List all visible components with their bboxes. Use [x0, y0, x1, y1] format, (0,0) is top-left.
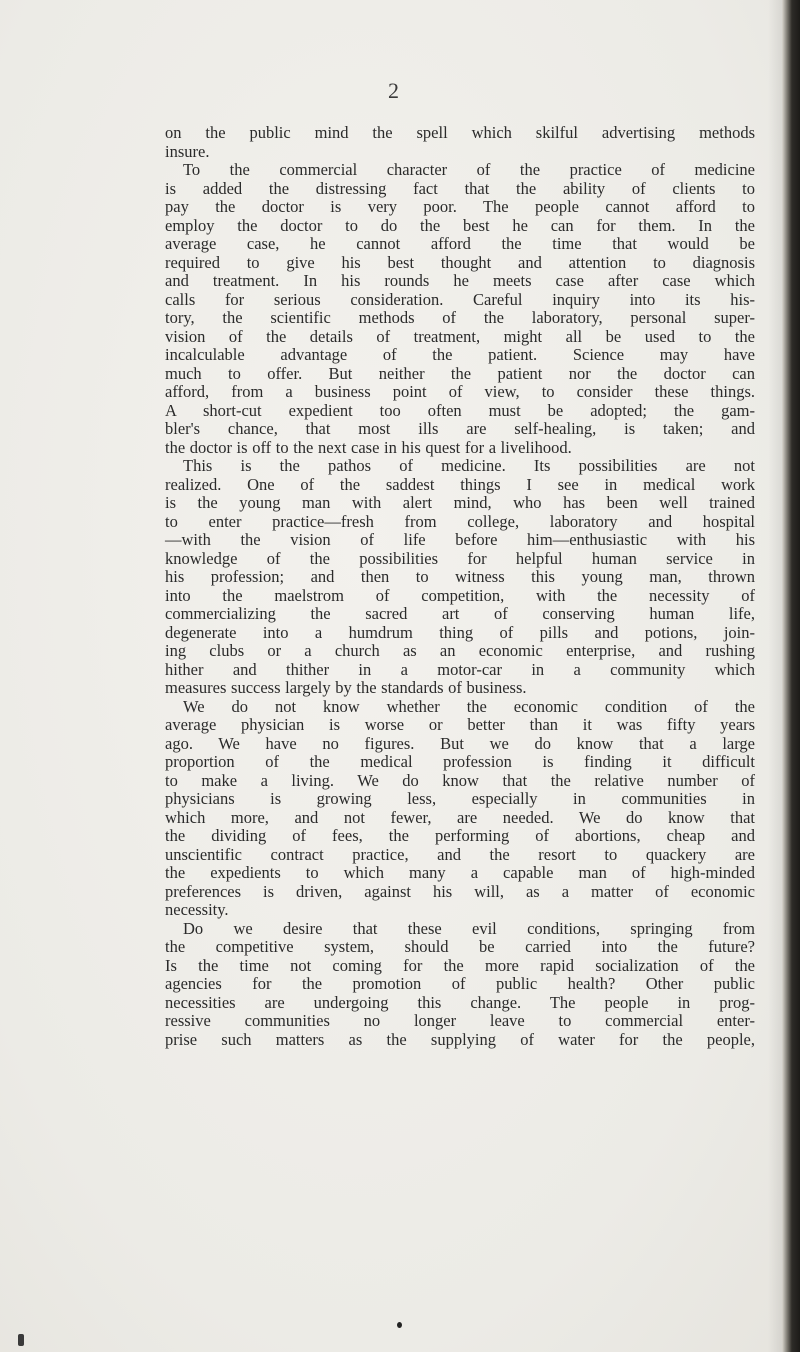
- page-binding-edge: [782, 0, 800, 1352]
- text-line: hither and thither in a motor-car in a community which: [165, 659, 755, 679]
- text-line: measures success largely by the standards of business.: [165, 678, 527, 697]
- text-line: proportion of the medical profession is finding it difficult: [165, 752, 755, 771]
- binding-shadow: [768, 0, 782, 1352]
- text-line: vision of the details of treatment, might all be used to the: [165, 326, 755, 346]
- text-line: degenerate into a humdrum thing of pills and potions, join-: [165, 622, 755, 642]
- text-line: tory, the scientific methods of the laboratory, personal super-: [165, 308, 755, 327]
- body-text: [165, 124, 755, 1049]
- text-line: A short-cut expedient too often must be adopted; the gam-: [165, 400, 755, 420]
- text-line: To the commercial character of the practice of medicine: [183, 160, 755, 179]
- text-line: on the public mind the spell which skilful advertising methods: [165, 123, 755, 142]
- text-line: required to give his best thought and attention to diagnosis: [165, 252, 755, 272]
- text-line: the doctor is off to the next case in his quest for a livelihood.: [165, 437, 572, 457]
- text-line: much to offer. But neither the patient nor the doctor can: [165, 363, 755, 383]
- page-number: 2: [388, 78, 399, 103]
- text-line: is the young man with alert mind, who has been well trained: [165, 493, 755, 512]
- text-line: agencies for the promotion of public health? Other public: [165, 974, 755, 993]
- text-line: ressive communities no longer leave to commercial enter-: [165, 1011, 755, 1030]
- text-line: Is the time not coming for the more rapid socialization of the: [165, 955, 755, 975]
- text-line: and treatment. In his rounds he meets case after case which: [165, 271, 755, 290]
- text-line: prise such matters as the supplying of water for the people,: [165, 1029, 755, 1049]
- text-line: This is the pathos of medicine. Its possibilities are not: [183, 456, 755, 475]
- print-speck: [18, 1334, 24, 1346]
- text-line: knowledge of the possibilities for helpful human service in: [165, 548, 755, 568]
- text-line: average case, he cannot afford the time that would be: [165, 234, 755, 253]
- text-line: his profession; and then to witness this young man, thrown: [165, 567, 755, 586]
- text-line: realized. One of the saddest things I see in medical work: [165, 474, 755, 494]
- text-line: We do not know whether the economic condition of the: [183, 696, 755, 716]
- text-line: preferences is driven, against his will, as a matter of economic: [165, 881, 755, 901]
- text-line: physicians is growing less, especially in communities in: [165, 789, 755, 808]
- text-line: into the maelstrom of competition, with the necessity of: [165, 585, 755, 605]
- text-line: which more, and not fewer, are needed. We do know that: [165, 807, 755, 827]
- text-line: the expedients to which many a capable man of high-minded: [165, 863, 755, 882]
- text-line: necessities are undergoing this change. The people in prog-: [165, 992, 755, 1012]
- text-line: bler's chance, that most ills are self-healing, is taken; and: [165, 419, 755, 438]
- print-speck: [397, 1322, 402, 1328]
- text-line: afford, from a business point of view, to consider these things.: [165, 382, 755, 401]
- text-line: calls for serious consideration. Careful inquiry into its his-: [165, 289, 755, 309]
- text-line: the dividing of fees, the performing of abortions, cheap and: [165, 826, 755, 845]
- text-line: commercializing the sacred art of conserving human life,: [165, 604, 755, 623]
- text-line: unscientific contract practice, and the resort to quackery are: [165, 844, 755, 864]
- text-line: the competitive system, should be carried into the future?: [165, 937, 755, 956]
- text-line: necessity.: [165, 900, 229, 919]
- text-line: to enter practice—fresh from college, laboratory and hospital: [165, 511, 755, 531]
- text-line: —with the vision of life before him—enthusiastic with his: [165, 530, 755, 549]
- text-line: Do we desire that these evil conditions, springing from: [183, 918, 755, 938]
- text-line: insure.: [165, 141, 210, 161]
- text-line: is added the distressing fact that the ability of clients to: [165, 178, 755, 198]
- text-line: pay the doctor is very poor. The people cannot afford to: [165, 197, 755, 216]
- text-line: to make a living. We do know that the relative number of: [165, 770, 755, 790]
- text-line: ago. We have no figures. But we do know that a large: [165, 733, 755, 753]
- text-line: incalculable advantage of the patient. Science may have: [165, 345, 755, 364]
- text-line: employ the doctor to do the best he can for them. In the: [165, 215, 755, 235]
- text-line: ing clubs or a church as an economic enterprise, and rushing: [165, 641, 755, 660]
- text-line: average physician is worse or better than it was fifty years: [165, 715, 755, 734]
